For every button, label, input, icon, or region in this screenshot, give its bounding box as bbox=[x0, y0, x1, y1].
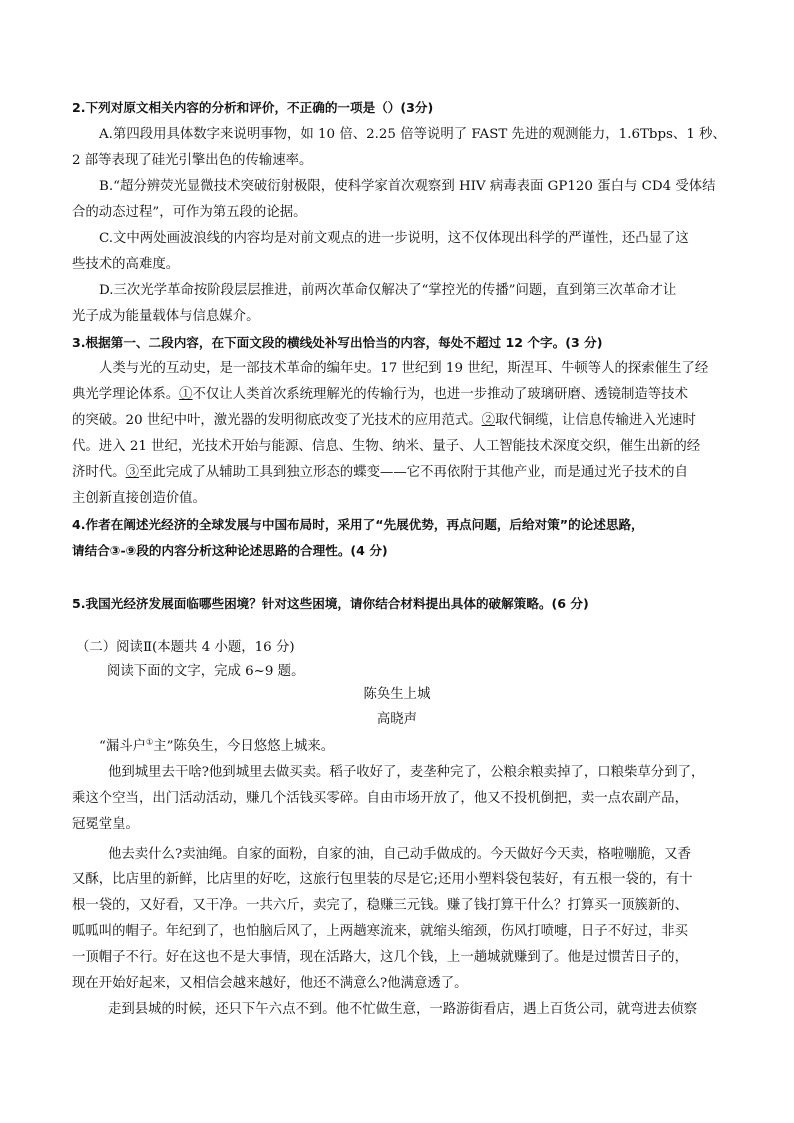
option-a-line-1: A.第四段用具体数字来说明事物，如 10 倍、2.25 倍等说明了 FAST 先进的观测能力，1.6Tbps、1 秒、 bbox=[99, 127, 726, 142]
option-d-line-2: 光子成为能量载体与信息媒介。 bbox=[72, 309, 260, 324]
q3-passage-line-3: 的突破。20 世纪中叶，激光器的发明彻底改变了光技术的应用范式。②取代铜缆，让信息传输进入光速时 bbox=[72, 413, 696, 428]
story-p2-line-2: 乘这个空当，出门活动活动，赚几个活钱买零碎。自由市场开放了，他又不投机倒把，卖一点农副产品， bbox=[72, 791, 688, 806]
blank-marker-2: ② bbox=[481, 413, 496, 428]
story-p2-line-3: 冠冕堂皇。 bbox=[72, 817, 139, 832]
question-2-stem: 2.下列对原文相关内容的分析和评价，不正确的一项是（）(3分) bbox=[72, 100, 434, 115]
q3-passage-line-2: 典光学理论体系。①不仅让人类首次系统理解光的传输行为，也进一步推动了玻璃研磨、透镜制造等技术 bbox=[72, 387, 688, 402]
story-author: 高晓声 bbox=[376, 712, 418, 727]
option-c-line-2: 些技术的高难度。 bbox=[72, 257, 180, 272]
story-p2-line-1: 他到城里去干啥?他到城里去做买卖。稻子收好了，麦垄种完了，公粮余粮卖掉了，口粮柴草分到了， bbox=[108, 765, 705, 780]
story-title: 陈奂生上城 bbox=[363, 687, 431, 702]
story-paragraph-1: “漏斗户①主”陈奂生，今日悠悠上城来。 bbox=[99, 737, 335, 754]
option-c-line-1: C.文中两处画波浪线的内容均是对前文观点的进一步说明，这不仅体现出科学的严谨性，还凸显了这 bbox=[99, 231, 689, 246]
story-p3-line-1: 他去卖什么?卖油绳。自家的面粉，自家的油，自己动手做成的。今天做好今天卖，格啦嘣脆，又香 bbox=[108, 847, 691, 862]
q3-passage-line-1: 人类与光的互动史，是一部技术革命的编年史。17 世纪到 19 世纪，斯涅耳、牛顿等人的探索催生了经 bbox=[99, 361, 709, 376]
question-4-line-2: 请结合③-⑨段的内容分析这种论述思路的合理性。(4 分) bbox=[72, 543, 388, 558]
question-3-stem: 3.根据第一、二段内容，在下面文段的横线处补写出恰当的内容，每处不超过 12 个字。(3 分) bbox=[72, 335, 603, 350]
section-heading: （二）阅读Ⅱ(本题共 4 小题，16 分) bbox=[76, 640, 295, 655]
reading-instruction: 阅读下面的文字，完成 6~9 题。 bbox=[107, 664, 305, 679]
story-p3-line-4: 呱呱叫的帽子。年纪到了，也怕脑后风了，上两趟寒流来，就缩头缩颈，伤风打喷嚏，日子不好过，非买 bbox=[72, 924, 688, 939]
q3-passage-line-4: 代。进入 21 世纪，光技术开始与能源、信息、生物、纳米、量子、人工智能技术深度交织，催生出新的经 bbox=[72, 439, 701, 454]
story-p3-line-6: 现在开始好起来，又相信会越来越好，他还不满意么?他满意透了。 bbox=[72, 976, 468, 991]
blank-marker-3: ③ bbox=[125, 465, 139, 480]
story-p4-line-1: 走到县城的时候，还只下午六点不到。他不忙做生意，一路游街看店，遇上百货公司，就弯进去侦察 bbox=[108, 1002, 698, 1017]
story-p3-line-5: 一顶帽子不行。好在这也不是大事情，现在活路大，这几个钱，上一趟城就赚到了。他是过惯苦日子的， bbox=[72, 950, 688, 965]
q3-passage-line-6: 主创新直接创造价值。 bbox=[72, 491, 206, 506]
option-d-line-1: D.三次光学革命按阶段层层推进，前两次革命仅解决了“掌控光的传播”问题，直到第三次革命才让 bbox=[99, 283, 677, 298]
footnote-marker: ① bbox=[146, 737, 154, 747]
option-b-line-2: 合的动态过程”，可作为第五段的论据。 bbox=[72, 205, 307, 220]
question-5: 5.我国光经济发展面临哪些困境？针对这些困境，请你结合材料提出具体的破解策略。(6 分) bbox=[72, 596, 589, 611]
blank-marker-1: ① bbox=[179, 387, 193, 402]
question-4-line-1: 4.作者在阐述光经济的全球发展与中国布局时，采用了“先展优势，再点问题，后给对策”的论述思路， bbox=[72, 517, 644, 532]
story-p3-line-3: 根一袋的，又好看，又干净。一共六斤，卖完了，稳赚三元钱。赚了钱打算干什么？打算买一顶簇新的、 bbox=[72, 898, 688, 913]
option-b-line-1: B.“超分辨荧光显微技术突破衍射极限，使科学家首次观察到 HIV 病毒表面 GP120 蛋白与 CD4 受体结 bbox=[99, 179, 716, 194]
option-a-line-2: 2 部等表现了硅光引擎出色的传输速率。 bbox=[72, 153, 313, 168]
story-p3-line-2: 又酥，比店里的新鲜，比店里的好吃，这旅行包里装的尽是它;还用小塑料袋包装好，有五根一袋的，有十 bbox=[72, 872, 693, 887]
q3-passage-line-5: 济时代。③至此完成了从辅助工具到独立形态的蝶变——它不再依附于其他产业，而是通过光子技术的自 bbox=[72, 465, 688, 480]
